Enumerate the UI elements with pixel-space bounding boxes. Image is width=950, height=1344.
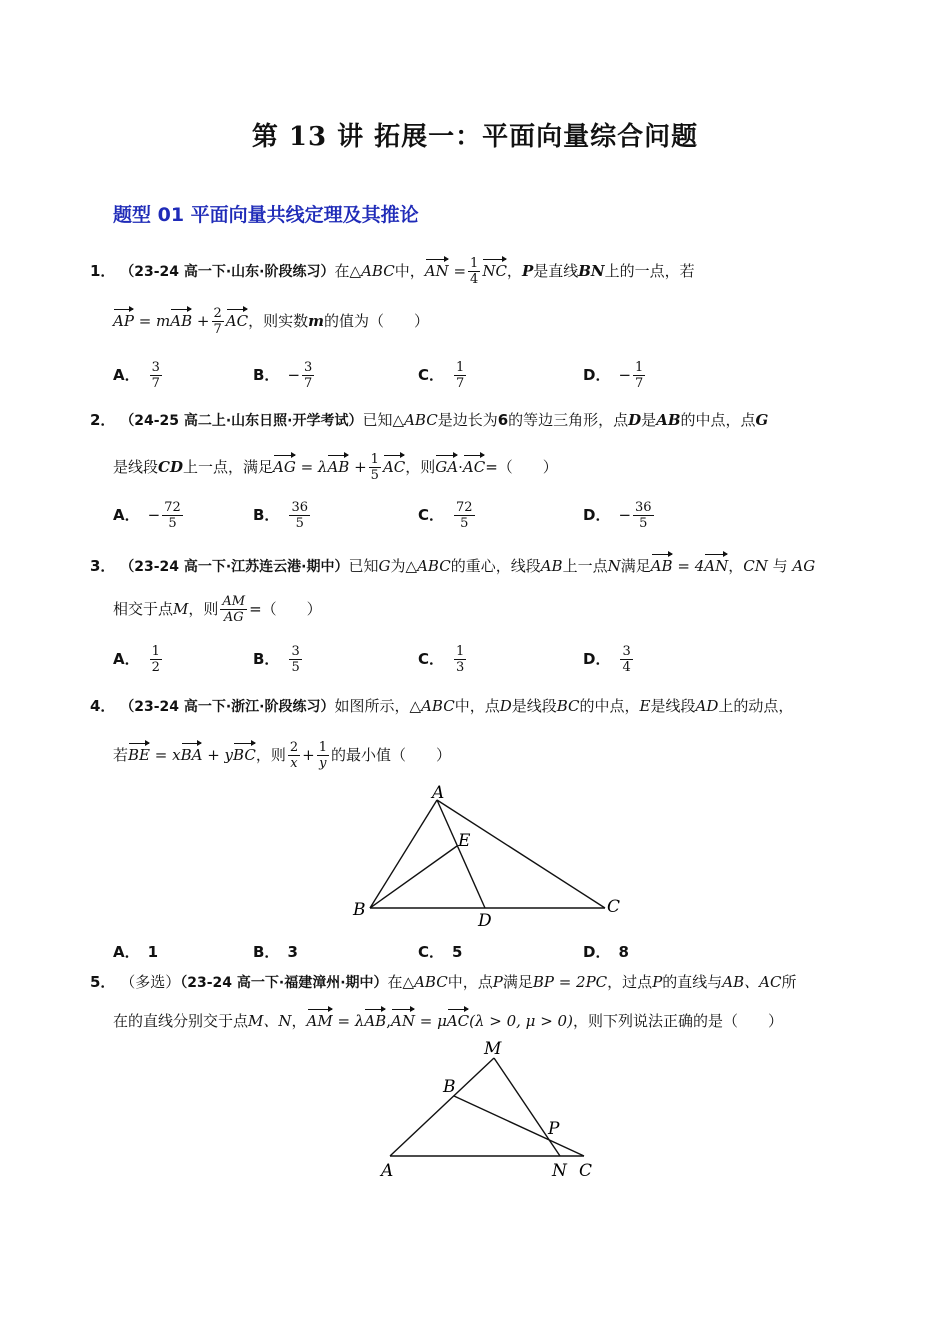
label-b: B	[443, 1077, 456, 1097]
math-var: P	[652, 973, 663, 991]
fraction	[302, 360, 314, 391]
fraction	[162, 500, 183, 531]
text: 的直线与	[662, 973, 723, 991]
frac-num: 1	[635, 360, 644, 375]
math-op: = λ	[300, 458, 328, 476]
vector: AN	[704, 552, 728, 576]
fraction	[289, 644, 301, 675]
question-2-line-1	[90, 410, 768, 431]
question-number: 5．	[90, 973, 116, 991]
text: ，则实数	[248, 312, 309, 330]
fraction	[454, 644, 466, 675]
label-d: D	[478, 911, 492, 930]
math-op: ·	[458, 458, 463, 476]
label-b: B	[353, 900, 366, 920]
frac-num: 1	[370, 452, 379, 467]
frac-den: 7	[456, 376, 465, 391]
segment-ac	[437, 800, 605, 908]
option-value: 3	[287, 943, 298, 961]
text: 是线段	[511, 697, 557, 715]
option-a[interactable]	[113, 360, 164, 391]
text: 的最小值（ ）	[330, 746, 451, 764]
question-3-line-1	[90, 552, 815, 577]
text: 中，点	[447, 973, 493, 991]
math-op: +	[196, 312, 210, 330]
vector: AN	[425, 257, 449, 281]
triangle-figure-amn	[370, 1036, 610, 1186]
fraction	[633, 500, 654, 531]
label-m: M	[484, 1039, 502, 1059]
text: 是线段	[113, 458, 159, 476]
question-source: （23-24 高一下·山东·阶段练习）	[120, 264, 335, 280]
frac-num: AM	[222, 594, 246, 609]
math-var: G	[378, 557, 391, 575]
text: 在的直线分别交于点	[113, 1012, 249, 1030]
frac-num: 3	[151, 360, 160, 375]
frac-num: 3	[304, 360, 313, 375]
option-label: A．	[113, 943, 140, 961]
frac-num: 1	[470, 256, 479, 271]
question-number: 4．	[90, 697, 116, 715]
text: 的值为（ ）	[323, 312, 429, 330]
question-source: （23-24 高一下·浙江·阶段练习）	[120, 699, 335, 715]
question-2-line-2	[113, 452, 558, 483]
question-number: 3．	[90, 557, 116, 575]
text: =（ ）	[249, 600, 322, 618]
math-var: ABC	[414, 973, 448, 991]
option-c[interactable]	[418, 500, 477, 531]
option-label: D．	[583, 650, 611, 668]
fraction	[633, 360, 645, 391]
option-b[interactable]	[253, 500, 312, 531]
fraction	[454, 360, 466, 391]
option-label: A．	[113, 366, 140, 384]
option-label: D．	[583, 506, 611, 524]
text: 与	[772, 557, 788, 575]
math-var: N	[607, 557, 621, 575]
text: 在△	[387, 973, 415, 991]
triangle-figure-abc	[340, 778, 640, 930]
option-b[interactable]	[253, 941, 298, 962]
text: 为△	[390, 557, 418, 575]
vector: AB	[364, 1007, 386, 1031]
fraction	[454, 500, 475, 531]
question-4-line-2	[113, 740, 451, 771]
math-var: E	[639, 697, 651, 715]
option-d[interactable]	[583, 941, 629, 962]
text: 上一点	[562, 557, 608, 575]
option-c[interactable]	[418, 360, 468, 391]
text: 的等边三角形，点	[508, 411, 629, 429]
option-label: C．	[418, 650, 445, 668]
frac-den: x	[290, 756, 298, 771]
fraction	[150, 644, 162, 675]
segment-ab	[370, 800, 437, 908]
math-var: BC	[556, 697, 580, 715]
section-heading: 题型 01 平面向量共线定理及其推论	[113, 204, 419, 226]
fraction	[317, 740, 329, 771]
math-op: = x	[154, 746, 181, 764]
question-source: （23-24 高一下·江苏连云港·期中）	[120, 559, 349, 575]
text: =（ ）	[485, 458, 558, 476]
question-number: 2．	[90, 411, 116, 429]
frac-num: 1	[456, 360, 465, 375]
option-c[interactable]	[418, 644, 468, 675]
text: 满足	[620, 557, 651, 575]
vector: AC	[226, 307, 248, 331]
math-var: BP = 2PC	[532, 973, 608, 991]
frac-den: 5	[370, 468, 379, 483]
segment-bc	[454, 1096, 584, 1156]
frac-den: 4	[622, 660, 631, 675]
option-label: B．	[253, 506, 280, 524]
text: 的中点，点	[680, 411, 756, 429]
option-b[interactable]	[253, 644, 304, 675]
option-a[interactable]	[113, 500, 185, 531]
math-var: AD	[695, 697, 719, 715]
option-label: C．	[418, 506, 445, 524]
frac-num: 3	[291, 644, 300, 659]
label-a: A	[432, 783, 445, 803]
frac-den: AG	[223, 610, 244, 625]
label-c: C	[579, 1161, 593, 1181]
page-title: 第 13 讲 拓展一：平面向量综合问题	[251, 122, 699, 152]
math-op: = μ	[419, 1012, 447, 1030]
option-d[interactable]	[583, 360, 647, 391]
question-4-line-1	[90, 696, 793, 717]
option-c[interactable]	[418, 941, 462, 962]
question-3-line-2	[113, 594, 322, 625]
frac-den: 5	[460, 516, 469, 531]
math-var: AB	[540, 557, 563, 575]
text: 上一点，满足	[182, 458, 273, 476]
text: 所	[781, 973, 797, 991]
label-p: P	[548, 1119, 560, 1139]
question-5-line-1	[90, 972, 796, 993]
math-op: =	[453, 262, 467, 280]
text: 中，	[394, 262, 425, 280]
math-op: +	[302, 746, 315, 764]
text: ，	[506, 262, 522, 280]
option-label: B．	[253, 650, 280, 668]
fraction	[220, 594, 247, 625]
frac-den: 5	[291, 660, 300, 675]
vector: AC	[383, 453, 405, 477]
vector: BC	[233, 741, 256, 765]
option-label: A．	[113, 650, 140, 668]
label-n: N	[552, 1161, 567, 1181]
sign: −	[618, 366, 632, 384]
text: 若	[113, 746, 129, 764]
frac-den: 5	[168, 516, 177, 531]
option-a[interactable]	[113, 941, 158, 962]
math-var: G	[755, 411, 769, 429]
math-var: P	[521, 262, 534, 280]
math-var: AB	[656, 411, 681, 429]
fraction	[620, 644, 632, 675]
vector: AC	[463, 453, 485, 477]
frac-num: 2	[289, 740, 299, 755]
math-op: = 4	[677, 557, 705, 575]
vector: AG	[273, 453, 296, 477]
text: 上的一点，若	[604, 262, 695, 280]
fraction	[468, 256, 480, 287]
frac-den: 5	[295, 516, 304, 531]
math-var: D	[499, 697, 512, 715]
text: ，则	[255, 746, 286, 764]
option-d[interactable]	[583, 500, 656, 531]
vector: AB	[170, 307, 192, 331]
math-var: △ABC	[409, 697, 455, 715]
option-value: 8	[618, 943, 629, 961]
math-var: AG	[792, 557, 816, 575]
text: 是边长为	[437, 411, 498, 429]
math-var: D	[628, 411, 642, 429]
text: 在△	[334, 262, 362, 280]
math-var: ABC	[417, 557, 451, 575]
math-var: BN	[578, 262, 605, 280]
sign: −	[287, 366, 301, 384]
vector: GA	[435, 453, 458, 477]
text: 中，点	[454, 697, 500, 715]
vector: AM	[307, 1007, 333, 1031]
segment-be	[370, 846, 457, 908]
frac-num: 1	[456, 644, 465, 659]
sign: −	[618, 506, 632, 524]
option-label: A．	[113, 506, 140, 524]
text: 是线段	[650, 697, 696, 715]
frac-den: 3	[456, 660, 465, 675]
math-op: = m	[138, 312, 171, 330]
fraction	[150, 360, 162, 391]
text: ，	[728, 557, 744, 575]
question-5-line-2	[113, 1007, 783, 1031]
question-source: （24-25 高二上·山东日照·开学考试）	[120, 413, 363, 429]
question-tag: （多选）	[120, 973, 181, 991]
option-label: C．	[418, 366, 445, 384]
sign: −	[147, 506, 161, 524]
math-op: ,	[386, 1012, 391, 1030]
frac-den: y	[319, 756, 327, 771]
text: 上的动点，	[718, 697, 794, 715]
math-var: AB、AC	[722, 973, 782, 991]
frac-num: 72	[164, 500, 181, 515]
text: 满足	[502, 973, 533, 991]
math-var: m	[308, 312, 324, 330]
frac-den: 4	[470, 272, 479, 287]
vector: BA	[181, 741, 203, 765]
text: ，则	[405, 458, 436, 476]
fraction	[288, 740, 300, 771]
option-a[interactable]	[113, 644, 164, 675]
option-value: 5	[452, 943, 463, 961]
text: ，	[291, 1012, 307, 1030]
text: 已知△	[362, 411, 405, 429]
frac-num: 72	[456, 500, 473, 515]
math-var: CN	[743, 557, 768, 575]
frac-num: 36	[291, 500, 308, 515]
frac-den: 7	[213, 322, 222, 337]
vector: AC	[447, 1007, 469, 1031]
frac-den: 5	[639, 516, 648, 531]
text: ，则下列说法正确的是（ ）	[572, 1012, 783, 1030]
frac-den: 7	[151, 376, 160, 391]
question-source: （23-24 高一下·福建漳州·期中）	[180, 975, 388, 991]
label-e: E	[458, 831, 471, 851]
vector: AB	[327, 453, 349, 477]
option-label: C．	[418, 943, 445, 961]
frac-num: 1	[151, 644, 160, 659]
text: ，则	[188, 600, 219, 618]
option-value: 1	[147, 943, 159, 961]
math-var: M、N	[248, 1012, 292, 1030]
frac-num: 1	[318, 740, 327, 755]
fraction	[212, 306, 224, 337]
text: 6	[497, 411, 509, 429]
math-op: = λ	[337, 1012, 365, 1030]
question-number: 1．	[90, 262, 116, 280]
label-a: A	[381, 1161, 394, 1181]
vector: AB	[651, 552, 673, 576]
text: 已知	[348, 557, 379, 575]
math-var: ABC	[361, 262, 395, 280]
label-c: C	[607, 897, 621, 917]
text: ，过点	[607, 973, 653, 991]
vector: AP	[113, 307, 134, 331]
text: 的重心，线段	[450, 557, 541, 575]
question-1-line-1	[90, 256, 695, 287]
frac-den: 7	[635, 376, 644, 391]
option-d[interactable]	[583, 644, 635, 675]
text: 是	[641, 411, 657, 429]
option-label: B．	[253, 366, 280, 384]
text: 是直线	[533, 262, 579, 280]
option-label: B．	[253, 943, 280, 961]
text: 相交于点	[113, 600, 174, 618]
frac-num: 3	[622, 644, 631, 659]
segment-mn	[494, 1058, 560, 1156]
frac-den: 7	[304, 376, 313, 391]
frac-num: 36	[635, 500, 652, 515]
vector: NC	[482, 257, 507, 281]
math-var: P	[492, 973, 503, 991]
fraction	[369, 452, 381, 483]
vector: AN	[391, 1007, 415, 1031]
option-label: D．	[583, 366, 611, 384]
math-op: + y	[207, 746, 234, 764]
frac-num: 2	[213, 306, 222, 321]
math-op: +	[354, 458, 367, 476]
math-var: CD	[158, 458, 183, 476]
question-1-line-2	[113, 306, 429, 337]
text: 的中点，	[579, 697, 640, 715]
math-var: (λ > 0, μ > 0)	[469, 1012, 573, 1030]
option-label: D．	[583, 943, 611, 961]
math-var: M	[173, 600, 189, 618]
vector: BE	[128, 741, 150, 765]
math-var: ABC	[404, 411, 438, 429]
option-b[interactable]	[253, 360, 316, 391]
frac-den: 2	[151, 660, 160, 675]
fraction	[289, 500, 310, 531]
text: 如图所示，	[334, 697, 410, 715]
